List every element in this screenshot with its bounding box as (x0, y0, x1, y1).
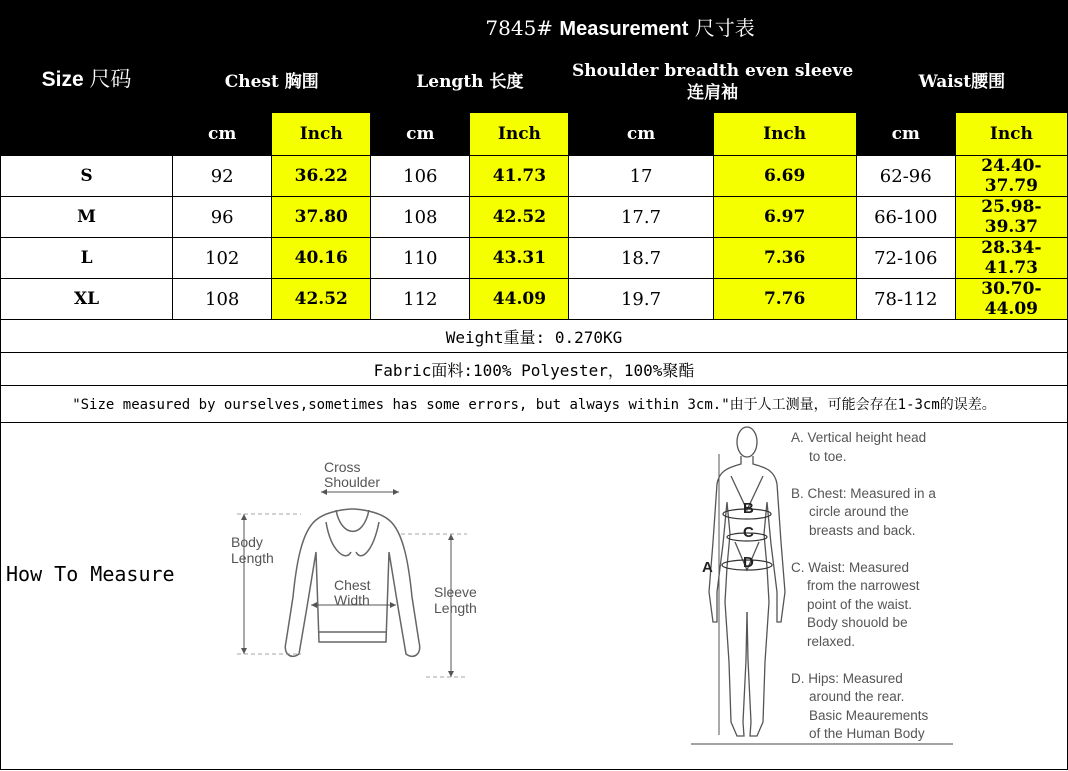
unit-inch: Inch (470, 113, 569, 156)
value-cell: 92 (173, 156, 272, 197)
value-cell: 18.7 (569, 238, 713, 279)
value-cell: 28.34-41.73 (955, 238, 1067, 279)
unit-cm: cm (569, 113, 713, 156)
sleeve-length-label-1: Sleeve (434, 584, 477, 600)
value-cell: 7.76 (713, 279, 856, 320)
value-cell: 108 (173, 279, 272, 320)
value-cell: 24.40-37.79 (955, 156, 1067, 197)
body-length-label-2: Length (231, 550, 274, 566)
legend-a-line-1: A. Vertical height head (791, 430, 927, 445)
value-cell: 43.31 (470, 238, 569, 279)
legend-c-line-5: relaxed. (807, 634, 856, 649)
body-label-a: A (702, 559, 713, 576)
value-cell: 17 (569, 156, 713, 197)
size-cell: S (1, 156, 173, 197)
fabric-text: Fabric面料:100% Polyester，100%聚酯 (1, 353, 1068, 386)
chest-width-label-2: Width (334, 592, 370, 608)
legend-d-line-2: around the rear. (809, 689, 905, 704)
legend-b-line-2: circle around the (809, 504, 909, 519)
table-row (1, 197, 1068, 238)
body-label-b: B (743, 500, 754, 517)
size-cell: M (1, 197, 173, 238)
value-cell: 96 (173, 197, 272, 238)
legend-d-line-3: Basic Meaurements (809, 708, 929, 723)
chest-width-label-1: Chest (334, 577, 371, 593)
sleeve-length-label-2: Length (434, 600, 477, 616)
how-to-measure-label: How To Measure (6, 562, 175, 586)
group-length: Length 长度 (371, 52, 569, 113)
size-label: Size (41, 68, 84, 91)
group-shoulder: Shoulder breadth even sleeve连肩袖 (569, 52, 856, 113)
body-label-c: C (743, 524, 754, 541)
value-cell: 36.22 (272, 156, 371, 197)
legend-d-line-1: D. Hips: Measured (791, 671, 903, 686)
value-cell: 37.80 (272, 197, 371, 238)
value-cell: 42.52 (272, 279, 371, 320)
value-cell: 42.52 (470, 197, 569, 238)
value-cell: 102 (173, 238, 272, 279)
how-to-measure-section (0, 392, 1068, 770)
table-row (1, 156, 1068, 197)
table-row (1, 238, 1068, 279)
value-cell: 62-96 (856, 156, 955, 197)
size-label-cn: 尺码 (89, 67, 132, 91)
fabric-row (1, 353, 1068, 386)
group-waist: Waist腰围 (856, 52, 1067, 113)
value-cell: 110 (371, 238, 470, 279)
value-cell: 19.7 (569, 279, 713, 320)
unit-inch: Inch (713, 113, 856, 156)
weight-text: Weight重量: 0.270KG (1, 320, 1068, 353)
legend-c-line-1: C. Waist: Measured (791, 560, 910, 575)
legend-c-line-3: point of the waist. (807, 597, 913, 612)
unit-inch: Inch (272, 113, 371, 156)
unit-cm: cm (173, 113, 272, 156)
value-cell: 25.98-39.37 (955, 197, 1067, 238)
page-title (173, 1, 1068, 52)
value-cell: 112 (371, 279, 470, 320)
value-cell: 106 (371, 156, 470, 197)
size-cell: L (1, 238, 173, 279)
cross-shoulder-label-2: Shoulder (324, 474, 381, 490)
unit-inch: Inch (955, 113, 1067, 156)
legend-d-line-4: of the Human Body (809, 726, 925, 741)
size-cell: XL (1, 279, 173, 320)
unit-cm: cm (371, 113, 470, 156)
legend-a-line-2: to toe. (809, 449, 847, 464)
size-header-cell (1, 1, 173, 156)
cross-shoulder-label-1: Cross (324, 459, 361, 475)
value-cell: 41.73 (470, 156, 569, 197)
legend-c-line-4: Body shouold be (807, 615, 908, 630)
value-cell: 66-100 (856, 197, 955, 238)
legend-b-line-3: breasts and back. (809, 523, 916, 538)
value-cell: 72-106 (856, 238, 955, 279)
measure-illustrations (1, 392, 1067, 769)
legend-b-line-1: B. Chest: Measured in a (791, 486, 936, 501)
unit-cm: cm (856, 113, 955, 156)
human-body-icon (709, 427, 785, 736)
measurement-note: "Size measured by ourselves,sometimes has some errors, but always within 3cm."由于人工测量，可能会存在1-3cm的误差。 (1, 386, 1068, 423)
group-chest: Chest 胸围 (173, 52, 371, 113)
value-cell: 17.7 (569, 197, 713, 238)
value-cell: 6.97 (713, 197, 856, 238)
weight-row (1, 320, 1068, 353)
value-cell: 78-112 (856, 279, 955, 320)
value-cell: 44.09 (470, 279, 569, 320)
table-row (1, 279, 1068, 320)
model-code: 7845# (485, 15, 554, 40)
value-cell: 108 (371, 197, 470, 238)
value-cell: 40.16 (272, 238, 371, 279)
value-cell: 6.69 (713, 156, 856, 197)
title-measurement: Measurement (559, 17, 689, 40)
value-cell: 7.36 (713, 238, 856, 279)
legend-c-line-2: from the narrowest (807, 578, 920, 593)
body-label-d: D (743, 554, 754, 571)
value-cell: 30.70-44.09 (955, 279, 1067, 320)
title-cn: 尺寸表 (694, 15, 755, 40)
body-length-label-1: Body (231, 534, 263, 550)
